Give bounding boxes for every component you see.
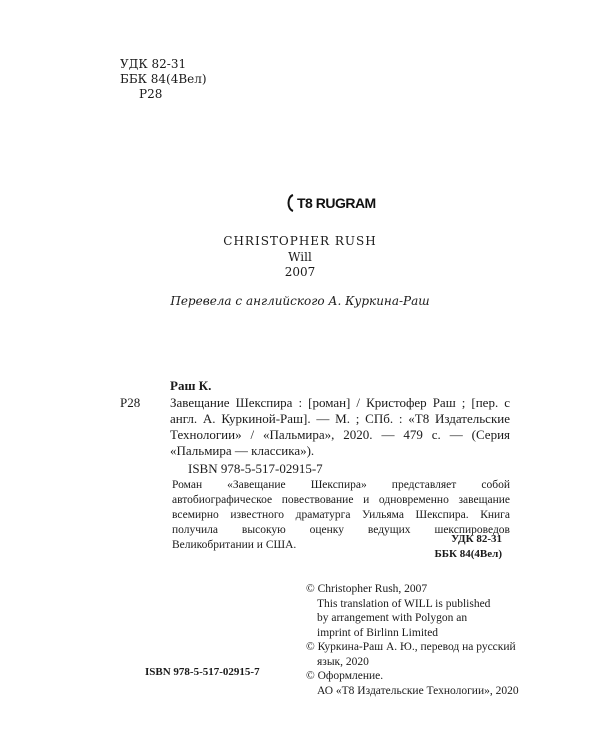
udk-code: УДК 82-31 bbox=[120, 57, 187, 71]
record-isbn: ISBN 978-5-517-02915-7 bbox=[188, 461, 323, 476]
copyright-line: © Оформление. bbox=[306, 670, 384, 682]
author-sign: Р28 bbox=[139, 87, 163, 101]
copyright-line: язык, 2020 bbox=[317, 655, 369, 668]
copyright-line: АО «Т8 Издательские Технологии», 2020 bbox=[317, 684, 519, 697]
annotation: Роман «Завещание Шекспира» представляет собой автобиографическое повествование и одновременно завещание всемирно известного драматурга Уильяма Шекспира. Книга получила высокую оценку ведущих шекспироведов Великобритании и США. bbox=[172, 479, 510, 551]
copyright-line: © Christopher Rush, 2007 bbox=[306, 583, 428, 595]
logo-bracket-icon bbox=[285, 193, 295, 213]
original-author: CHRISTOPHER RUSH bbox=[223, 234, 377, 248]
copyright-line: This translation of WILL is published bbox=[317, 597, 491, 610]
copyright-line: imprint of Birlinn Limited bbox=[317, 626, 439, 639]
original-title: Will bbox=[288, 250, 312, 264]
classification-block bbox=[120, 57, 207, 102]
bbk-code-right: ББК 84(4Вел) bbox=[434, 548, 502, 560]
udk-code-right: УДК 82-31 bbox=[451, 533, 502, 545]
original-year: 2007 bbox=[284, 265, 316, 279]
publisher-logo-text: T8 RUGRAM bbox=[297, 195, 376, 211]
bbk-code: ББК 84(4Вел) bbox=[120, 72, 207, 86]
bibliographic-record bbox=[120, 378, 510, 477]
publisher-logo bbox=[285, 192, 376, 214]
record-author: Раш К. bbox=[170, 378, 212, 393]
classification-codes-right bbox=[420, 532, 502, 562]
translator-line: Перевела с английского А. Куркина-Раш bbox=[170, 294, 430, 308]
copyright-line: © Куркина-Раш А. Ю., перевод на русский bbox=[306, 641, 516, 653]
record-description: Завещание Шекспира : [роман] / Кристофер Раш ; [пер. с англ. А. Куркиной-Раш]. — М. ; СПб. : «Т8 Издательские Технологии» / «Пальмира», 2020. — 479 с. — (Серия «Пальмира — классика»). bbox=[170, 395, 510, 458]
copyright-line: by arrangement with Polygon an bbox=[317, 612, 468, 624]
record-code: Р28 bbox=[120, 395, 141, 410]
isbn-bottom: ISBN 978-5-517-02915-7 bbox=[145, 666, 260, 678]
copyright-block bbox=[306, 582, 519, 698]
